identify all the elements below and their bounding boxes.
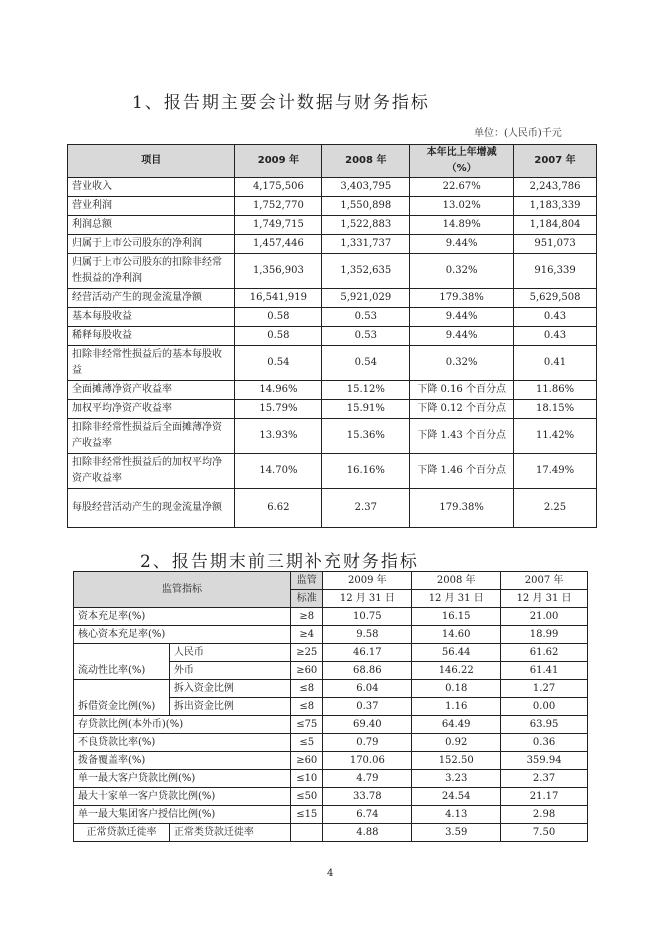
cell: 18.15% [514, 400, 597, 419]
cell: 179.38% [410, 489, 514, 528]
table-row [68, 289, 597, 308]
row-label: 拆入资金比例 [169, 680, 290, 698]
cell: 0.32% [410, 346, 514, 381]
cell: 2.25 [514, 489, 597, 528]
table-row [68, 419, 597, 454]
cell: 1,356,903 [235, 254, 322, 289]
cell: 下降 1.46 个百分点 [410, 454, 514, 489]
cell: 13.02% [410, 197, 514, 216]
cell: 1,752,770 [235, 197, 322, 216]
row-label: 营业收入 [68, 178, 235, 197]
cell: ≤8 [291, 698, 323, 716]
cell: 0.36 [501, 734, 588, 752]
cell: 0.43 [514, 327, 597, 346]
cell: 33.78 [323, 788, 412, 806]
cell: 下降 0.12 个百分点 [410, 400, 514, 419]
cell: 0.00 [501, 698, 588, 716]
cell: 179.38% [410, 289, 514, 308]
cell: 1.27 [501, 680, 588, 698]
cell: 6.74 [323, 806, 412, 824]
cell: ≥60 [291, 752, 323, 770]
cell: 152.50 [412, 752, 501, 770]
row-label: 单一最大集团客户授信比例(%) [74, 806, 291, 824]
header-year-2009: 2009 年 [323, 572, 412, 590]
cell: 下降 0.16 个百分点 [410, 381, 514, 400]
row-label: 不良贷款比率(%) [74, 734, 291, 752]
row-label: 基本每股收益 [68, 308, 235, 327]
cell: ≥4 [291, 626, 323, 644]
cell: 11.86% [514, 381, 597, 400]
cell: 0.92 [412, 734, 501, 752]
cell: 146.22 [412, 662, 501, 680]
cell: 63.95 [501, 716, 588, 734]
cell: ≥25 [291, 644, 323, 662]
cell: 2.37 [322, 489, 410, 528]
cell: 13.93% [235, 419, 322, 454]
table-row [68, 346, 597, 381]
cell: ≥60 [291, 662, 323, 680]
cell: 68.86 [323, 662, 412, 680]
row-label: 归属于上市公司股东的扣除非经常性损益的净利润 [68, 254, 235, 289]
regulatory-indicators-table [73, 571, 588, 842]
table-row [68, 178, 597, 197]
header-indicator: 监管指标 [74, 572, 291, 608]
cell: 1,749,715 [235, 216, 322, 235]
cell: 61.62 [501, 644, 588, 662]
row-label: 扣除非经常性损益后全面摊薄净资产收益率 [68, 419, 235, 454]
row-label: 加权平均净资产收益率 [68, 400, 235, 419]
table-header-row [74, 572, 588, 590]
cell: 1,331,737 [322, 235, 410, 254]
cell: 2.98 [501, 806, 588, 824]
cell: 10.75 [323, 608, 412, 626]
cell: 15.79% [235, 400, 322, 419]
table-row [74, 752, 588, 770]
cell: 5,921,029 [322, 289, 410, 308]
unit-label: 单位：(人民币)千元 [474, 128, 562, 139]
table-row [74, 644, 588, 662]
header-year-2007: 2007 年 [501, 572, 588, 590]
cell: 2.37 [501, 770, 588, 788]
cell: 14.60 [412, 626, 501, 644]
cell: ≤5 [291, 734, 323, 752]
row-label: 拨备覆盖率(%) [74, 752, 291, 770]
cell: 18.99 [501, 626, 588, 644]
cell: 16.15 [412, 608, 501, 626]
row-label: 归属于上市公司股东的净利润 [68, 235, 235, 254]
cell: 3.23 [412, 770, 501, 788]
row-label: 正常类贷款迁徙率 [169, 824, 290, 842]
row-label: 扣除非经常性损益后的加权平均净资产收益率 [68, 454, 235, 489]
cell: 916,339 [514, 254, 597, 289]
cell: 69.40 [323, 716, 412, 734]
table-row [68, 381, 597, 400]
table-row [74, 680, 588, 698]
cell: 21.17 [501, 788, 588, 806]
row-label: 营业利润 [68, 197, 235, 216]
row-label: 存贷款比例(本外币)(%) [74, 716, 291, 734]
table-row [74, 608, 588, 626]
table-row [74, 770, 588, 788]
table-row [68, 197, 597, 216]
table-row [74, 626, 588, 644]
cell: 1,352,635 [322, 254, 410, 289]
cell [291, 824, 323, 842]
header-date-2007: 12 月 31 日 [501, 590, 588, 608]
header-standard-top: 监管 [291, 572, 323, 590]
header-item: 项目 [68, 145, 235, 178]
cell: ≤10 [291, 770, 323, 788]
cell: 6.04 [323, 680, 412, 698]
row-label: 单一最大客户贷款比例(%) [74, 770, 291, 788]
cell: ≤75 [291, 716, 323, 734]
cell: 15.36% [322, 419, 410, 454]
row-group-label: 正常贷款迁徙率 [74, 824, 170, 842]
cell: 3.59 [412, 824, 501, 842]
cell: 14.89% [410, 216, 514, 235]
cell: 4,175,506 [235, 178, 322, 197]
cell: 1,550,898 [322, 197, 410, 216]
row-label: 每股经营活动产生的现金流量净额 [68, 489, 235, 528]
cell: 359.94 [501, 752, 588, 770]
cell: 0.53 [322, 327, 410, 346]
cell: 14.96% [235, 381, 322, 400]
table-row [68, 489, 597, 528]
cell: 下降 1.43 个百分点 [410, 419, 514, 454]
table-row [68, 454, 597, 489]
row-label: 外币 [169, 662, 290, 680]
cell: 56.44 [412, 644, 501, 662]
cell: 5,629,508 [514, 289, 597, 308]
cell: 17.49% [514, 454, 597, 489]
row-label: 核心资本充足率(%) [74, 626, 291, 644]
header-date-2008: 12 月 31 日 [412, 590, 501, 608]
cell: 0.43 [514, 308, 597, 327]
header-change: 本年比上年增减（%） [410, 145, 514, 178]
cell: 6.62 [235, 489, 322, 528]
table-row [68, 400, 597, 419]
section1-title: 1、报告期主要会计数据与财务指标 [132, 93, 430, 113]
cell: ≤50 [291, 788, 323, 806]
row-label: 人民币 [169, 644, 290, 662]
row-label: 经营活动产生的现金流量净额 [68, 289, 235, 308]
header-2008: 2008 年 [322, 145, 410, 178]
row-label: 资本充足率(%) [74, 608, 291, 626]
table-row [68, 254, 597, 289]
cell: 9.44% [410, 327, 514, 346]
row-group-label: 拆借资金比例(%) [74, 680, 170, 716]
header-2009: 2009 年 [235, 145, 322, 178]
table-row [74, 716, 588, 734]
header-date-2009: 12 月 31 日 [323, 590, 412, 608]
cell: 1,183,339 [514, 197, 597, 216]
row-group-label: 流动性比率(%) [74, 644, 170, 680]
cell: 9.44% [410, 308, 514, 327]
table-row [68, 235, 597, 254]
cell: 14.70% [235, 454, 322, 489]
cell: 0.54 [322, 346, 410, 381]
row-label: 利润总额 [68, 216, 235, 235]
cell: 24.54 [412, 788, 501, 806]
cell: 21.00 [501, 608, 588, 626]
cell: 2,243,786 [514, 178, 597, 197]
cell: 0.79 [323, 734, 412, 752]
header-standard-bottom: 标准 [291, 590, 323, 608]
cell: 4.13 [412, 806, 501, 824]
cell: 0.58 [235, 327, 322, 346]
table-header-row [68, 145, 597, 178]
table-row [74, 824, 588, 842]
header-year-2008: 2008 年 [412, 572, 501, 590]
cell: 22.67% [410, 178, 514, 197]
row-label: 最大十家单一客户贷款比例(%) [74, 788, 291, 806]
cell: 0.18 [412, 680, 501, 698]
table-row [68, 327, 597, 346]
cell: 7.50 [501, 824, 588, 842]
cell: ≥8 [291, 608, 323, 626]
cell: 1.16 [412, 698, 501, 716]
cell: 15.12% [322, 381, 410, 400]
cell: 64.49 [412, 716, 501, 734]
cell: 0.32% [410, 254, 514, 289]
row-label: 拆出资金比例 [169, 698, 290, 716]
cell: 9.44% [410, 235, 514, 254]
page-number: 4 [327, 868, 334, 879]
main-accounting-data-table [67, 144, 597, 528]
cell: 4.88 [323, 824, 412, 842]
cell: 46.17 [323, 644, 412, 662]
cell: 4.79 [323, 770, 412, 788]
cell: 16.16% [322, 454, 410, 489]
table-row [74, 806, 588, 824]
cell: 1,184,804 [514, 216, 597, 235]
cell: 0.41 [514, 346, 597, 381]
table-row [68, 216, 597, 235]
row-label: 全面摊薄净资产收益率 [68, 381, 235, 400]
cell: 170.06 [323, 752, 412, 770]
cell: 3,403,795 [322, 178, 410, 197]
table-row [74, 788, 588, 806]
table-row [74, 734, 588, 752]
table-row [68, 308, 597, 327]
section2-title: 2、报告期末前三期补充财务指标 [140, 552, 419, 572]
cell: 1,457,446 [235, 235, 322, 254]
cell: 0.37 [323, 698, 412, 716]
cell: 61.41 [501, 662, 588, 680]
cell: 0.58 [235, 308, 322, 327]
cell: ≤8 [291, 680, 323, 698]
row-label: 扣除非经常性损益后的基本每股收益 [68, 346, 235, 381]
row-label: 稀释每股收益 [68, 327, 235, 346]
cell: 1,522,883 [322, 216, 410, 235]
header-2007: 2007 年 [514, 145, 597, 178]
cell: 15.91% [322, 400, 410, 419]
cell: 9.58 [323, 626, 412, 644]
cell: 11.42% [514, 419, 597, 454]
cell: ≤15 [291, 806, 323, 824]
cell: 16,541,919 [235, 289, 322, 308]
cell: 0.53 [322, 308, 410, 327]
cell: 0.54 [235, 346, 322, 381]
cell: 951,073 [514, 235, 597, 254]
